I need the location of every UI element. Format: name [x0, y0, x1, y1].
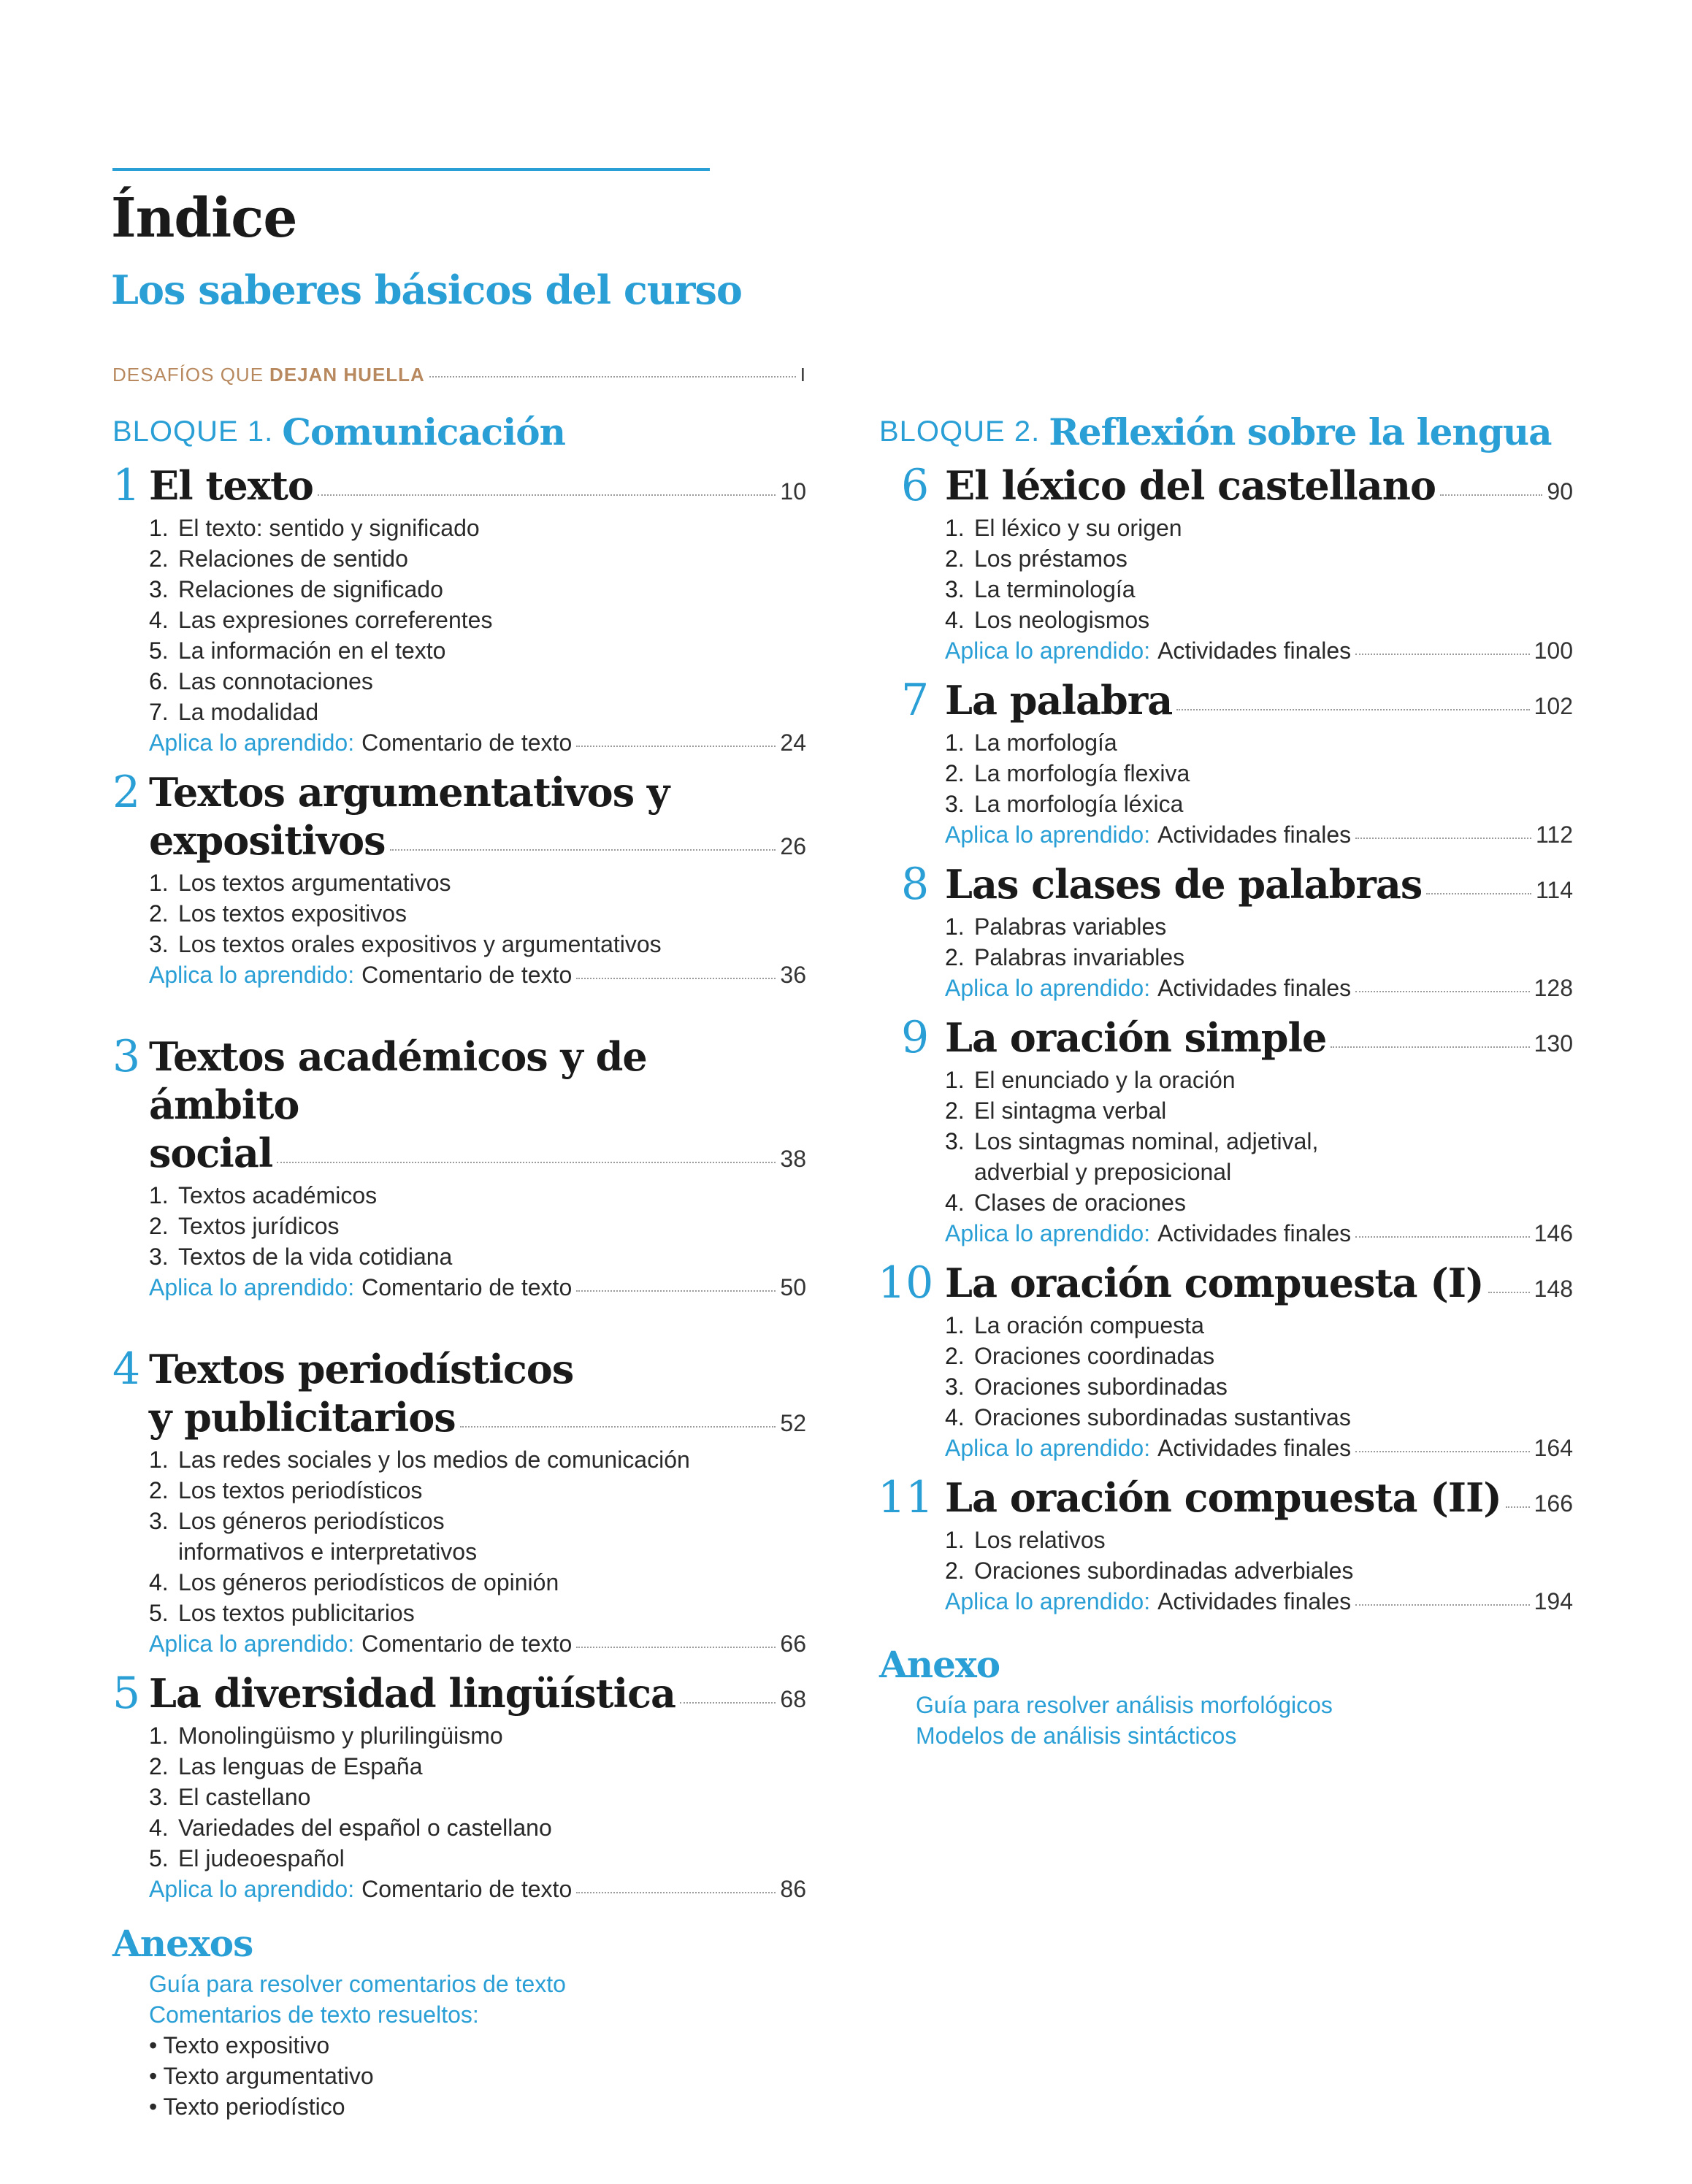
- item-number: 2.: [945, 1343, 965, 1369]
- item-text: Textos jurídicos: [178, 1213, 340, 1239]
- anexo-bullet[interactable]: • Texto periodístico: [149, 2093, 345, 2120]
- item-text: Los neologismos: [974, 607, 1150, 633]
- item-text: La información en el texto: [178, 637, 446, 664]
- dot-leader: [576, 746, 776, 747]
- list-item: [149, 1812, 806, 1843]
- list-item: [945, 605, 1573, 635]
- aplica-page: 86: [780, 1876, 806, 1902]
- list-item: [945, 1371, 1573, 1402]
- list-item: [149, 1444, 806, 1475]
- bloque-1-column: [112, 402, 806, 2122]
- anexo-bullet[interactable]: • Texto expositivo: [149, 2032, 330, 2058]
- dot-leader: [429, 376, 796, 378]
- item-number: 4.: [945, 607, 965, 633]
- item-text: Los relativos: [974, 1527, 1106, 1553]
- item-text: Los textos publicitarios: [178, 1600, 415, 1626]
- aplica-text: Actividades finales: [1157, 975, 1352, 1001]
- item-text: Monolingüismo y plurilingüismo: [178, 1723, 503, 1749]
- item-text: Los textos expositivos: [178, 900, 407, 927]
- aplica-label: Aplica lo aprendido:: [945, 821, 1151, 848]
- item-text: Oraciones subordinadas adverbiales: [974, 1557, 1354, 1584]
- item-number: 1.: [945, 1067, 965, 1093]
- unit-items: [945, 1062, 1573, 1218]
- list-item: [945, 1095, 1573, 1126]
- unit-title: El texto: [149, 462, 313, 509]
- list-item: [149, 1843, 806, 1874]
- dot-leader: [1440, 494, 1542, 496]
- unit-heading: [945, 860, 1573, 908]
- dot-leader: [1331, 1046, 1529, 1048]
- item-text: Palabras invariables: [974, 944, 1185, 970]
- unit-items: [945, 724, 1573, 819]
- unit-number: 5: [112, 1668, 141, 1719]
- unit-page: 130: [1534, 1030, 1573, 1057]
- unit-number: 4: [112, 1344, 141, 1395]
- aplica-page: 194: [1534, 1588, 1573, 1614]
- item-text: Los textos argumentativos: [178, 870, 451, 896]
- unit-title-line1: Textos periodísticos: [149, 1346, 574, 1392]
- item-text: Variedades del español o castellano: [178, 1815, 552, 1841]
- unit-items: [945, 510, 1573, 635]
- item-number: 1.: [149, 1723, 169, 1749]
- anexo-title: Anexo: [879, 1643, 1000, 1686]
- list-item: [945, 1555, 1573, 1586]
- aplica-page: 146: [1534, 1220, 1573, 1246]
- item-number: 5.: [149, 1845, 169, 1871]
- dot-leader: [576, 1892, 776, 1893]
- unit-title-line1: Textos académicos y de ámbito: [149, 1033, 647, 1128]
- item-text: Las connotaciones: [178, 668, 373, 694]
- list-item: [945, 1065, 1573, 1095]
- item-text: Los textos periodísticos: [178, 1477, 423, 1503]
- dot-leader: [1355, 1604, 1530, 1606]
- unit-heading: [945, 1259, 1573, 1307]
- item-number: 3.: [945, 791, 965, 817]
- unit-number: 6: [901, 460, 930, 511]
- list-item: [945, 1126, 1573, 1187]
- bloque-name: Reflexión sobre la lengua: [1049, 410, 1552, 453]
- unit-6[interactable]: [879, 461, 1573, 666]
- unit-title: La palabra: [945, 677, 1173, 724]
- list-item: [149, 1598, 806, 1628]
- unit-title: La oración compuesta (II): [945, 1474, 1501, 1521]
- unit-11[interactable]: [879, 1474, 1573, 1617]
- page-title: Índice: [111, 187, 297, 250]
- aplica-entry[interactable]: [945, 1218, 1573, 1249]
- aplica-label: Aplica lo aprendido:: [149, 729, 355, 756]
- unit-page: 10: [780, 478, 806, 505]
- unit-page: 52: [780, 1410, 806, 1436]
- dot-leader: [576, 1647, 776, 1648]
- item-number: 4.: [945, 1189, 965, 1216]
- unit-number: 3: [112, 1031, 141, 1082]
- item-text: El castellano: [178, 1784, 311, 1810]
- list-item: [945, 1310, 1573, 1341]
- item-text: La morfología flexiva: [974, 760, 1190, 786]
- item-number: 2.: [945, 545, 965, 572]
- unit-7[interactable]: [879, 676, 1573, 850]
- item-number: 1.: [945, 1312, 965, 1338]
- aplica-text: Comentario de texto: [361, 1274, 573, 1300]
- list-item: [149, 1567, 806, 1598]
- item-number: 2.: [149, 1477, 169, 1503]
- unit-items: [945, 1307, 1573, 1433]
- unit-items: [149, 865, 806, 959]
- unit-title: La diversidad lingüística: [149, 1670, 675, 1717]
- aplica-label: Aplica lo aprendido:: [149, 962, 355, 988]
- item-text-cont: informativos e interpretativos: [178, 1539, 478, 1565]
- item-number: 1.: [149, 1447, 169, 1473]
- bloque-label: BLOQUE 2.: [879, 415, 1041, 448]
- list-item: [945, 789, 1573, 819]
- item-text: Los préstamos: [974, 545, 1128, 572]
- list-item: [945, 513, 1573, 543]
- unit-number: 10: [878, 1257, 934, 1309]
- aplica-label: Aplica lo aprendido:: [945, 1588, 1151, 1614]
- bloque-label: BLOQUE 1.: [112, 415, 274, 448]
- list-item: [945, 543, 1573, 574]
- list-item: [149, 513, 806, 543]
- item-text: Los géneros periodísticos de opinión: [178, 1569, 559, 1595]
- item-number: 3.: [945, 576, 965, 602]
- aplica-label: Aplica lo aprendido:: [945, 975, 1151, 1001]
- dot-leader: [576, 1290, 776, 1292]
- aplica-label: Aplica lo aprendido:: [149, 1631, 355, 1657]
- item-number: 1.: [945, 913, 965, 940]
- dot-leader: [1426, 893, 1531, 894]
- list-item: [945, 1341, 1573, 1371]
- item-number: 2.: [945, 760, 965, 786]
- item-text: Palabras variables: [974, 913, 1167, 940]
- unit-page: 148: [1534, 1276, 1573, 1302]
- dot-leader: [680, 1702, 776, 1704]
- aplica-text: Comentario de texto: [361, 1876, 573, 1902]
- item-text: Los sintagmas nominal, adjetival,: [974, 1128, 1319, 1154]
- list-item: [945, 1525, 1573, 1555]
- item-number: 3.: [149, 1784, 169, 1810]
- aplica-text: Actividades finales: [1157, 637, 1352, 664]
- item-number: 4.: [149, 1815, 169, 1841]
- unit-items: [149, 1177, 806, 1272]
- list-item: [149, 543, 806, 574]
- list-item: [945, 911, 1573, 942]
- dot-leader: [1355, 1236, 1530, 1238]
- item-text: Oraciones subordinadas sustantivas: [974, 1404, 1351, 1430]
- list-item: [945, 942, 1573, 973]
- list-item: [149, 666, 806, 697]
- item-text: Los géneros periodísticos: [178, 1508, 445, 1534]
- unit-number: 7: [901, 675, 930, 726]
- item-text: Las expresiones correferentes: [178, 607, 493, 633]
- unit-title: La oración compuesta (I): [945, 1260, 1484, 1306]
- unit-heading: [945, 676, 1573, 724]
- item-text: Textos de la vida cotidiana: [178, 1244, 453, 1270]
- aplica-text: Actividades finales: [1157, 821, 1352, 848]
- dot-leader: [1355, 838, 1531, 839]
- unit-page: 68: [780, 1686, 806, 1712]
- item-number: 2.: [149, 545, 169, 572]
- item-text: La modalidad: [178, 699, 319, 725]
- unit-items: [149, 510, 806, 727]
- list-item: [149, 867, 806, 898]
- aplica-entry[interactable]: [149, 1272, 806, 1303]
- unit-heading: [149, 461, 806, 510]
- item-number: 2.: [945, 1557, 965, 1584]
- unit-1[interactable]: [112, 461, 806, 758]
- list-item: [149, 1241, 806, 1272]
- unit-page: 26: [780, 833, 806, 859]
- item-text: La morfología: [974, 729, 1117, 756]
- aplica-entry[interactable]: [149, 1628, 806, 1659]
- aplica-page: 100: [1534, 637, 1573, 664]
- unit-items: [149, 1717, 806, 1874]
- item-text-cont: adverbial y preposicional: [974, 1159, 1232, 1185]
- list-item: [149, 605, 806, 635]
- header-rule: [112, 168, 710, 171]
- item-number: 2.: [149, 1213, 169, 1239]
- unit-title: El léxico del castellano: [945, 462, 1436, 509]
- unit-page: 90: [1547, 478, 1573, 505]
- item-text: Las redes sociales y los medios de comunicación: [178, 1447, 690, 1473]
- anexo-link[interactable]: Guía para resolver comentarios de texto: [149, 1971, 566, 1997]
- unit-items: [945, 1522, 1573, 1586]
- item-number: 2.: [945, 1097, 965, 1124]
- unit-page: 166: [1534, 1490, 1573, 1517]
- aplica-entry[interactable]: [149, 959, 806, 990]
- aplica-page: 164: [1534, 1435, 1573, 1461]
- item-number: 6.: [149, 668, 169, 694]
- list-item: [149, 1751, 806, 1782]
- unit-3[interactable]: [112, 1032, 806, 1303]
- item-number: 3.: [149, 576, 169, 602]
- unit-page: 38: [780, 1146, 806, 1172]
- dot-leader: [1355, 1451, 1530, 1452]
- bloque-1-heading: [112, 402, 806, 461]
- item-number: 3.: [149, 931, 169, 957]
- aplica-text: Actividades finales: [1157, 1588, 1352, 1614]
- list-item: [149, 697, 806, 727]
- aplica-page: 36: [780, 962, 806, 988]
- anexo-bullet[interactable]: • Texto argumentativo: [149, 2063, 374, 2089]
- item-text: El judeoespañol: [178, 1845, 345, 1871]
- unit-8[interactable]: [879, 860, 1573, 1003]
- item-text: Las lenguas de España: [178, 1753, 423, 1779]
- unit-title-line2: social: [149, 1130, 273, 1176]
- dot-leader: [1506, 1506, 1530, 1508]
- unit-4[interactable]: [112, 1345, 806, 1659]
- anexo-section: [879, 1643, 1573, 1751]
- list-item: [149, 635, 806, 666]
- aplica-text: Comentario de texto: [361, 962, 573, 988]
- dot-leader: [277, 1162, 776, 1163]
- dot-leader: [318, 494, 776, 496]
- item-number: 3.: [149, 1508, 169, 1534]
- item-number: 1.: [149, 515, 169, 541]
- anexo-link[interactable]: Guía para resolver análisis morfológicos: [916, 1692, 1333, 1718]
- item-number: 1.: [945, 729, 965, 756]
- dot-leader: [576, 978, 776, 979]
- unit-title-line2: expositivos: [149, 817, 386, 864]
- item-text: Oraciones subordinadas: [974, 1373, 1228, 1400]
- unit-title-line2: y publicitarios: [149, 1394, 456, 1441]
- unit-heading: [945, 461, 1573, 510]
- item-number: 4.: [149, 607, 169, 633]
- item-text: El sintagma verbal: [974, 1097, 1167, 1124]
- unit-heading: [945, 1014, 1573, 1062]
- dot-leader: [390, 849, 776, 851]
- aplica-entry[interactable]: [149, 1874, 806, 1904]
- item-number: 5.: [149, 637, 169, 664]
- list-item: [149, 898, 806, 929]
- aplica-page: 50: [780, 1274, 806, 1300]
- unit-number: 9: [901, 1012, 930, 1063]
- list-item: [945, 1187, 1573, 1218]
- item-number: 7.: [149, 699, 169, 725]
- aplica-text: Comentario de texto: [361, 729, 573, 756]
- list-item: [149, 1211, 806, 1241]
- item-text: El texto: sentido y significado: [178, 515, 480, 541]
- list-item: [149, 1782, 806, 1812]
- aplica-entry[interactable]: [945, 635, 1573, 666]
- aplica-text: Actividades finales: [1157, 1435, 1352, 1461]
- desafios-bold: DEJAN HUELLA: [269, 364, 425, 386]
- unit-items: [149, 1441, 806, 1628]
- item-text: Oraciones coordinadas: [974, 1343, 1215, 1369]
- item-number: 2.: [149, 1753, 169, 1779]
- list-item: [149, 1720, 806, 1751]
- aplica-page: 24: [780, 729, 806, 756]
- unit-title: Las clases de palabras: [945, 861, 1423, 908]
- unit-heading: [149, 1669, 806, 1717]
- aplica-label: Aplica lo aprendido:: [945, 637, 1151, 664]
- dot-leader: [460, 1426, 776, 1428]
- item-number: 4.: [149, 1569, 169, 1595]
- aplica-text: Actividades finales: [1157, 1220, 1352, 1246]
- list-item: [149, 1475, 806, 1506]
- item-number: 2.: [149, 900, 169, 927]
- aplica-entry[interactable]: [945, 1586, 1573, 1617]
- item-number: 3.: [945, 1128, 965, 1154]
- aplica-entry[interactable]: [149, 727, 806, 758]
- aplica-label: Aplica lo aprendido:: [945, 1220, 1151, 1246]
- item-number: 2.: [945, 944, 965, 970]
- anexos-section: [112, 1922, 806, 2122]
- item-text: La morfología léxica: [974, 791, 1184, 817]
- unit-9[interactable]: [879, 1014, 1573, 1249]
- dot-leader: [1355, 991, 1530, 992]
- aplica-entry[interactable]: [945, 973, 1573, 1003]
- dot-leader: [1355, 654, 1530, 655]
- desafios-page: I: [800, 364, 806, 386]
- item-text: El enunciado y la oración: [974, 1067, 1236, 1093]
- list-item: [149, 929, 806, 959]
- unit-items: [945, 908, 1573, 973]
- aplica-label: Aplica lo aprendido:: [149, 1274, 355, 1300]
- aplica-entry[interactable]: [945, 1433, 1573, 1463]
- anexo-link[interactable]: Modelos de análisis sintácticos: [916, 1723, 1237, 1749]
- aplica-text: Comentario de texto: [361, 1631, 573, 1657]
- item-number: 1.: [945, 1527, 965, 1553]
- aplica-page: 112: [1535, 821, 1573, 848]
- unit-heading: [149, 1393, 806, 1441]
- list-item: [149, 574, 806, 605]
- list-item: [945, 758, 1573, 789]
- unit-number: 1: [112, 460, 141, 511]
- unit-heading: [945, 1474, 1573, 1522]
- item-number: 1.: [149, 1182, 169, 1208]
- bloque-name: Comunicación: [282, 410, 565, 453]
- unit-10[interactable]: [879, 1259, 1573, 1463]
- unit-heading: [149, 1129, 806, 1177]
- bloque-2-heading: [879, 402, 1573, 461]
- aplica-page: 128: [1534, 975, 1573, 1001]
- list-item: [149, 1180, 806, 1211]
- list-item: [149, 1506, 806, 1567]
- desafios-entry[interactable]: [112, 364, 806, 386]
- item-text: Los textos orales expositivos y argumentativos: [178, 931, 662, 957]
- unit-page: 102: [1534, 693, 1573, 719]
- list-item: [945, 727, 1573, 758]
- anexo-link[interactable]: Comentarios de texto resueltos:: [149, 2001, 479, 2028]
- item-number: 5.: [149, 1600, 169, 1626]
- unit-title: La oración simple: [945, 1014, 1327, 1061]
- bloque-2-column: [879, 402, 1573, 1751]
- aplica-entry[interactable]: [945, 819, 1573, 850]
- list-item: [945, 574, 1573, 605]
- item-text: El léxico y su origen: [974, 515, 1182, 541]
- dot-leader: [1176, 709, 1529, 710]
- unit-number: 11: [878, 1472, 934, 1523]
- item-text: Clases de oraciones: [974, 1189, 1186, 1216]
- aplica-page: 66: [780, 1631, 806, 1657]
- item-number: 4.: [945, 1404, 965, 1430]
- unit-title-line1: Textos argumentativos y: [149, 769, 670, 816]
- item-text: La terminología: [974, 576, 1136, 602]
- item-number: 1.: [149, 870, 169, 896]
- unit-2[interactable]: [112, 768, 806, 990]
- unit-5[interactable]: [112, 1669, 806, 1904]
- page-subtitle: Los saberes básicos del curso: [111, 267, 742, 313]
- anexos-title: Anexos: [112, 1922, 253, 1965]
- dot-leader: [1488, 1292, 1530, 1293]
- unit-number: 2: [112, 767, 141, 818]
- item-text: La oración compuesta: [974, 1312, 1204, 1338]
- unit-page: 114: [1535, 877, 1573, 903]
- item-text: Relaciones de significado: [178, 576, 443, 602]
- item-number: 3.: [149, 1244, 169, 1270]
- unit-heading: [149, 816, 806, 865]
- aplica-label: Aplica lo aprendido:: [149, 1876, 355, 1902]
- item-text: Textos académicos: [178, 1182, 378, 1208]
- item-number: 1.: [945, 515, 965, 541]
- unit-number: 8: [901, 859, 930, 910]
- aplica-label: Aplica lo aprendido:: [945, 1435, 1151, 1461]
- list-item: [945, 1402, 1573, 1433]
- item-number: 3.: [945, 1373, 965, 1400]
- desafios-label: DESAFÍOS QUE: [112, 364, 264, 386]
- item-text: Relaciones de sentido: [178, 545, 408, 572]
